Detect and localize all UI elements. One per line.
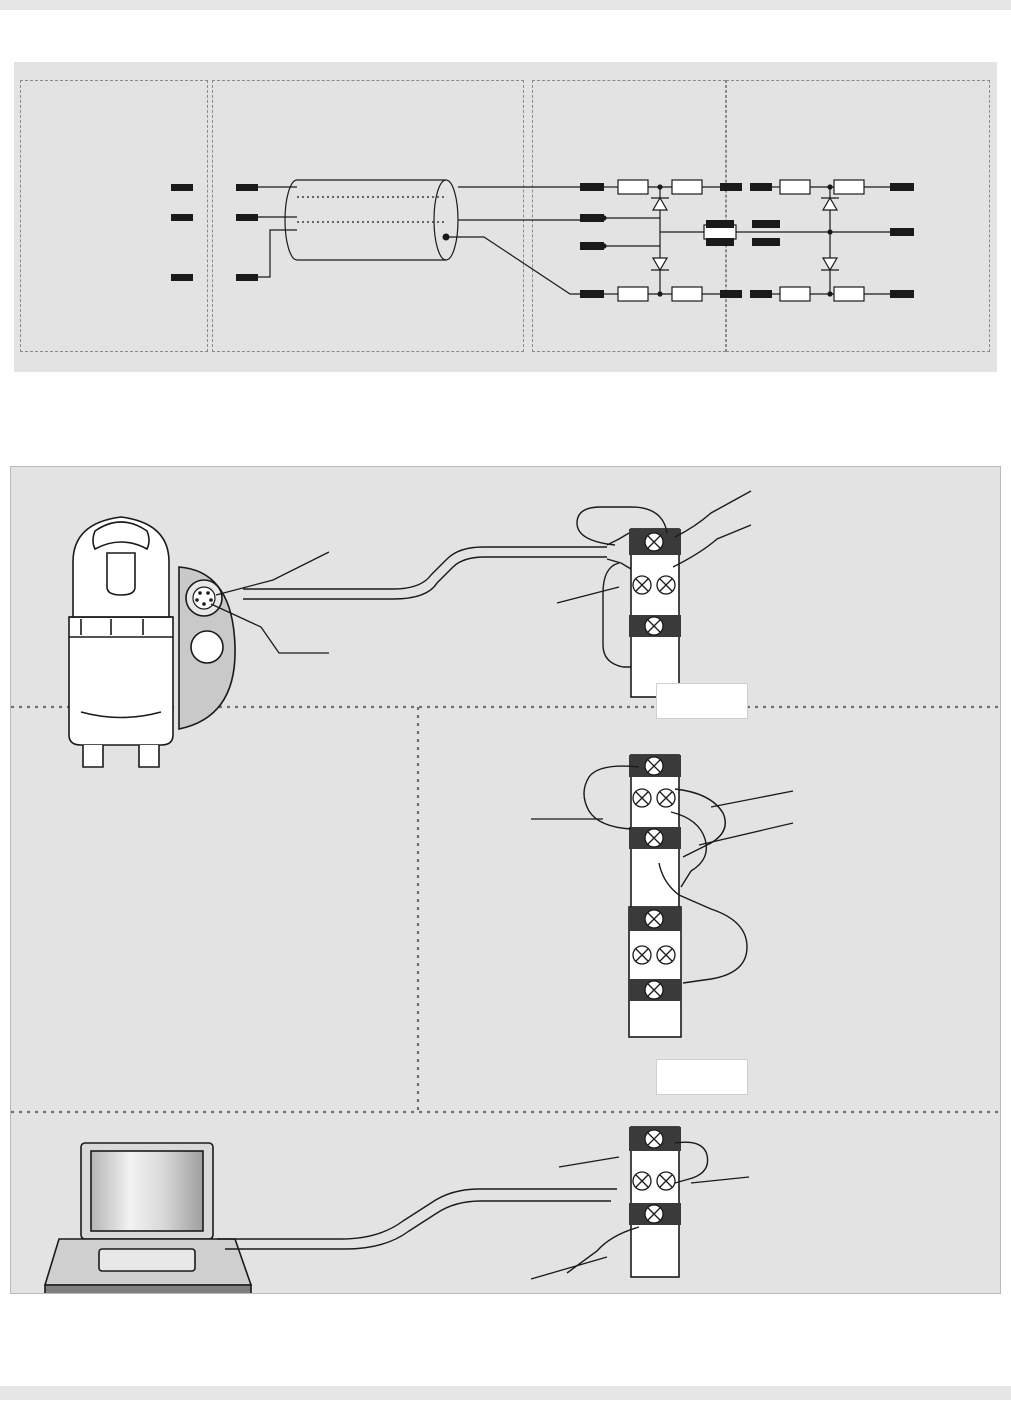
callout-laptop-left	[559, 1157, 619, 1167]
callout-laptop-bottom	[531, 1257, 607, 1279]
laptop-computer	[45, 1143, 251, 1293]
schematic-drawing	[14, 62, 997, 372]
callout-terminal-mid-right-2	[699, 823, 793, 845]
label-box-upper-zone	[656, 683, 748, 719]
callout-terminal-top-left	[557, 587, 619, 603]
m12-connector	[179, 567, 235, 729]
page-top-band	[0, 0, 1011, 10]
wiring-drawing	[11, 467, 1000, 1293]
figure-wiring	[10, 466, 1001, 1294]
label-box-lower-zone	[656, 1059, 748, 1095]
din-rail-terminal-block-stack	[629, 529, 681, 1277]
field-sensor-device	[69, 517, 173, 767]
figure-schematic	[14, 62, 997, 372]
laptop-cable	[217, 1189, 617, 1249]
callout-terminal-mid-right-1	[711, 791, 793, 807]
page-bottom-band	[0, 1386, 1011, 1400]
callout-laptop-right	[691, 1177, 749, 1183]
